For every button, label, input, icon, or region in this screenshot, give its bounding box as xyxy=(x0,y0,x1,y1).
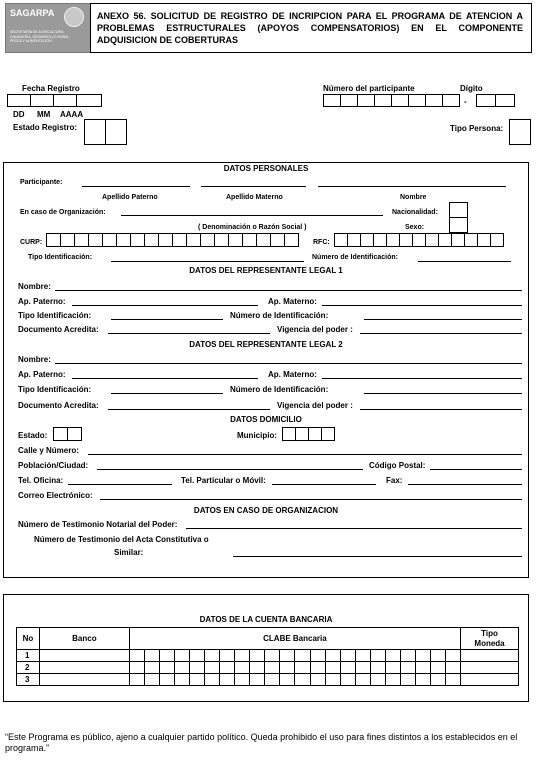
rep1-tipo-identificacion-line[interactable] xyxy=(111,319,223,320)
col-no-header: No xyxy=(17,628,40,650)
correo-label: Correo Electrónico: xyxy=(18,491,93,500)
curp-label: CURP: xyxy=(20,239,43,246)
rep1-ap-materno-line[interactable] xyxy=(322,305,522,306)
rep2-tipo-identificacion-label: Tipo Identificación: xyxy=(18,385,92,394)
digito-dash: - xyxy=(464,97,467,106)
tel-oficina-label: Tel. Oficina: xyxy=(18,476,64,485)
rep2-nombre-line[interactable] xyxy=(55,363,522,364)
apellido-paterno-caption: Apellido Paterno xyxy=(102,194,158,201)
rfc-boxes[interactable] xyxy=(334,233,504,247)
col-tipo-moneda-header xyxy=(461,628,519,650)
rep2-ap-materno-label: Ap. Materno: xyxy=(268,370,317,379)
nacionalidad-label: Nacionalidad: xyxy=(392,209,438,216)
row-number: 2 xyxy=(17,662,40,674)
rfc-label: RFC: xyxy=(313,239,330,246)
apellido-paterno-line[interactable] xyxy=(82,186,190,187)
title-box xyxy=(90,3,532,53)
rep2-ap-paterno-label: Ap. Paterno: xyxy=(18,370,66,379)
rep1-documento-line[interactable] xyxy=(108,333,270,334)
tipo-moneda-cell[interactable] xyxy=(461,662,519,674)
tel-oficina-line[interactable] xyxy=(68,484,172,485)
table-row xyxy=(17,662,519,674)
mm-label: MM xyxy=(37,110,51,119)
correo-line[interactable] xyxy=(100,499,522,500)
nombre-line[interactable] xyxy=(318,186,506,187)
nacionalidad-box[interactable] xyxy=(449,202,468,218)
municipio-label: Municipio: xyxy=(237,431,277,440)
rep2-vigencia-line[interactable] xyxy=(360,409,522,410)
nombre-caption: Nombre xyxy=(400,194,427,201)
datos-personales-heading: DATOS PERSONALES xyxy=(223,164,309,173)
col-clabe-header: CLABE Bancaria xyxy=(129,628,460,650)
apellido-materno-line[interactable] xyxy=(201,186,306,187)
tel-particular-line[interactable] xyxy=(272,484,376,485)
table-row xyxy=(17,650,519,662)
domicilio-heading: DATOS DOMICILIO xyxy=(230,415,302,424)
sexo-label: Sexo: xyxy=(405,224,425,231)
codigo-postal-line[interactable] xyxy=(430,469,522,470)
eagle-seal-icon xyxy=(64,7,84,27)
tel-particular-label: Tel. Particular o Móvil: xyxy=(181,476,266,485)
bank-account-table xyxy=(16,627,519,686)
tipo-identificacion-line[interactable] xyxy=(111,261,304,262)
sexo-box[interactable] xyxy=(449,217,468,233)
numero-participante-label: Número del participante xyxy=(323,84,415,93)
numero-participante-boxes[interactable] xyxy=(323,94,460,107)
representante1-heading: DATOS DEL REPRESENTANTE LEGAL 1 xyxy=(189,266,343,275)
representante2-heading: DATOS DEL REPRESENTANTE LEGAL 2 xyxy=(189,340,343,349)
denominacion-caption: ( Denominación o Razón Social ) xyxy=(198,224,307,231)
banco-cell[interactable] xyxy=(39,662,129,674)
tipo-persona-box[interactable] xyxy=(509,119,531,145)
estado-label: Estado: xyxy=(18,431,48,440)
logo-name: SAGARPA xyxy=(10,8,55,18)
tipo-moneda-cell[interactable] xyxy=(461,650,519,662)
clabe-cell[interactable] xyxy=(129,650,460,662)
apellido-materno-caption: Apellido Materno xyxy=(226,194,283,201)
rep1-numero-identificacion-line[interactable] xyxy=(364,319,522,320)
rep1-ap-paterno-label: Ap. Paterno: xyxy=(18,297,66,306)
testimonio-acta-line[interactable] xyxy=(233,556,522,557)
col-tipo-label: Tipo xyxy=(481,628,498,638)
rep2-nombre-label: Nombre: xyxy=(18,355,51,364)
rep2-numero-identificacion-label: Número de Identificación: xyxy=(230,385,329,394)
numero-identificacion-label: Número de Identificación: xyxy=(312,254,398,261)
organizacion-line[interactable] xyxy=(121,215,383,216)
col-moneda-label: Moneda xyxy=(474,638,505,648)
tipo-persona-label: Tipo Persona: xyxy=(450,124,504,133)
calle-line[interactable] xyxy=(88,454,522,455)
legal-disclaimer: “Este Programa es público, ajeno a cualquier partido político. Queda prohibido el uso para fines distintos a los establecidos en el programa.” xyxy=(5,732,518,753)
banco-cell[interactable] xyxy=(39,674,129,686)
municipio-boxes[interactable] xyxy=(282,427,335,441)
testimonio-acta-label-1: Número de Testimonio del Acta Constitutiva o xyxy=(34,535,209,544)
participante-label: Participante: xyxy=(20,179,63,186)
fecha-registro-boxes[interactable] xyxy=(7,94,102,107)
fax-line[interactable] xyxy=(408,484,522,485)
row-number: 1 xyxy=(17,650,40,662)
cuenta-bancaria-heading: DATOS DE LA CUENTA BANCARIA xyxy=(199,615,333,624)
dd-label: DD xyxy=(13,110,25,119)
rep1-tipo-identificacion-label: Tipo Identificación: xyxy=(18,311,92,320)
fecha-registro-label: Fecha Registro xyxy=(22,84,80,93)
fax-label: Fax: xyxy=(386,476,403,485)
rep1-documento-label: Documento Acredita: xyxy=(18,325,99,334)
rep2-numero-identificacion-line[interactable] xyxy=(364,393,522,394)
rep1-vigencia-label: Vigencia del poder : xyxy=(277,325,353,334)
rep1-numero-identificacion-label: Número de Identificación: xyxy=(230,311,329,320)
table-row xyxy=(17,674,519,686)
rep1-ap-materno-label: Ap. Materno: xyxy=(268,297,317,306)
rep2-documento-label: Documento Acredita: xyxy=(18,401,99,410)
digito-boxes[interactable] xyxy=(476,94,515,107)
digito-label: Dígito xyxy=(460,84,483,93)
tipo-moneda-cell[interactable] xyxy=(461,674,519,686)
rep1-vigencia-line[interactable] xyxy=(360,333,522,334)
rep2-tipo-identificacion-line[interactable] xyxy=(111,393,223,394)
estado-registro-boxes[interactable] xyxy=(84,119,127,145)
poblacion-line[interactable] xyxy=(97,469,363,470)
document-title: ANEXO 56. SOLICITUD DE REGISTRO DE INCRIPCION PARA EL PROGRAMA DE ATENCION A PROBLEMAS ESTRUCTURALES (APOYOS COMPENSATORIOS) EN EL COMPONENTE ADQUISICION DE COBERTURAS xyxy=(97,11,523,45)
organizacion-label: En caso de Organización: xyxy=(20,209,106,216)
testimonio-notarial-line[interactable] xyxy=(186,528,522,529)
rep2-documento-line[interactable] xyxy=(108,409,270,410)
rep2-vigencia-label: Vigencia del poder : xyxy=(277,401,353,410)
estado-registro-label: Estado Registro: xyxy=(13,123,78,132)
poblacion-label: Población/Ciudad: xyxy=(18,461,89,470)
numero-identificacion-line[interactable] xyxy=(418,261,511,262)
rep1-nombre-label: Nombre: xyxy=(18,282,51,291)
organizacion-heading: DATOS EN CASO DE ORGANIZACION xyxy=(193,506,339,515)
rep1-nombre-line[interactable] xyxy=(55,290,522,291)
banco-cell[interactable] xyxy=(39,650,129,662)
rep1-ap-paterno-line[interactable] xyxy=(72,305,258,306)
clabe-cell[interactable] xyxy=(129,674,460,686)
codigo-postal-label: Código Postal: xyxy=(369,461,426,470)
bank-table-header xyxy=(17,628,519,650)
rep2-ap-materno-line[interactable] xyxy=(322,378,522,379)
sagarpa-logo xyxy=(5,3,91,53)
clabe-cell[interactable] xyxy=(129,662,460,674)
testimonio-notarial-label: Número de Testimonio Notarial del Poder: xyxy=(18,520,178,529)
row-number: 3 xyxy=(17,674,40,686)
logo-subtitle: SECRETARÍA DE AGRICULTURA, GANADERÍA, DESARROLLO RURAL, PESCA Y ALIMENTACIÓN xyxy=(10,30,71,43)
col-banco-header: Banco xyxy=(39,628,129,650)
rep2-ap-paterno-line[interactable] xyxy=(72,378,258,379)
tipo-identificacion-label: Tipo Identificación: xyxy=(28,254,93,261)
curp-boxes[interactable] xyxy=(46,233,299,247)
calle-label: Calle y Número: xyxy=(18,446,79,455)
estado-boxes[interactable] xyxy=(53,427,82,441)
aaaa-label: AAAA xyxy=(60,110,84,119)
testimonio-acta-label-2: Similar: xyxy=(114,548,144,557)
